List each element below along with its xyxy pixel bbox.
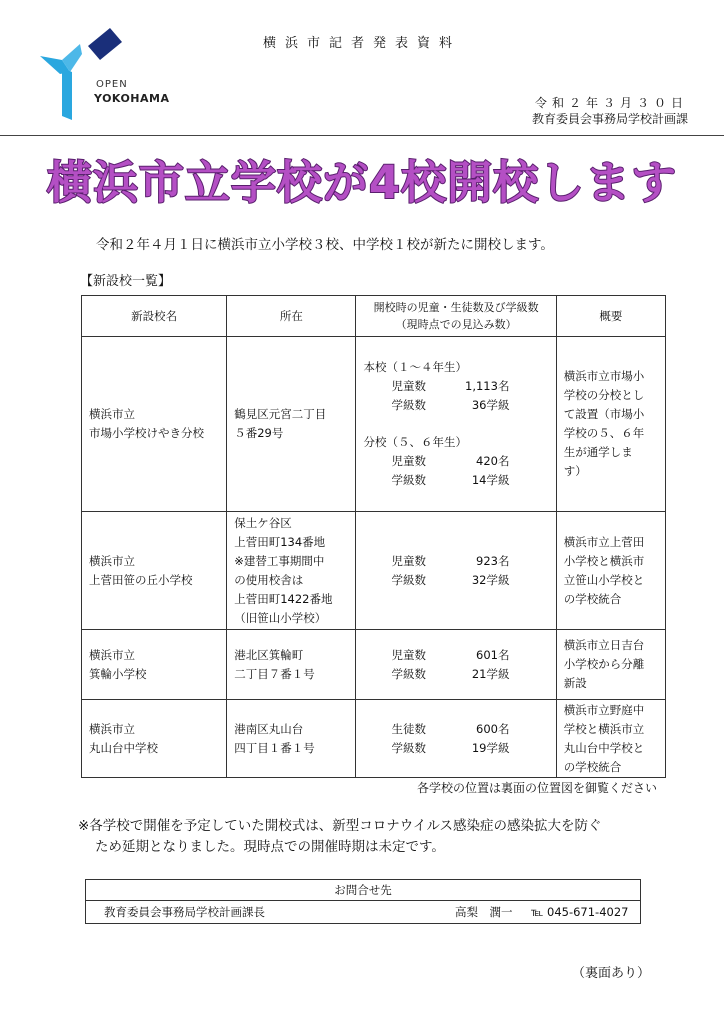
location-line: 港南区丸山台 [234,721,304,736]
logo-stem [62,68,72,120]
main-title: 横浜市立学校が4校開校します [46,156,678,209]
contact-department: 教育委員会事務局学校計画課長 [104,905,265,919]
location-line: 保土ケ谷区 [234,515,292,530]
logo-text-open: OPEN [96,79,128,90]
school-prefix: 横浜市立 [89,721,135,736]
location-line: 上菅田町134番地 [234,534,326,549]
summary-line: 学校の５、６年 [563,426,645,440]
stat-label: 学級数 [391,666,426,681]
stat-value: 923名 [476,553,510,568]
stat-label: 学級数 [391,473,426,487]
location-line: ５番29号 [234,426,284,440]
table-header-row [82,296,666,337]
location-note: 各学校の位置は裏面の位置図を御覧ください [416,781,657,795]
branch-campus-label: 分校（５、６年生） [363,435,467,449]
new-schools-table [81,295,666,778]
stat-line [363,396,548,415]
school-prefix: 横浜市立 [89,647,135,662]
stats-cell [356,512,556,630]
summary-line: 横浜市立市場小 [563,369,645,383]
table-row [82,630,666,700]
school-name: 市場小学校けやき分校 [89,426,204,440]
header-stats [356,296,556,337]
stat-value: 601名 [476,647,510,662]
location-line: 四丁目１番１号 [234,740,315,755]
summary-line: す） [563,464,587,478]
main-title-wrapper [0,146,724,218]
summary-line: 横浜市立上菅田 [563,534,645,549]
school-prefix: 横浜市立 [89,407,135,421]
stat-line [363,452,548,471]
school-name-cell [82,630,227,700]
stat-value: 420名 [476,454,510,468]
header-stats-line1: 開校時の児童・生徒数及び学級数 [373,301,539,314]
summary-line: 横浜市立野庭中 [563,702,645,717]
stat-value: 1,113名 [465,379,510,393]
header-divider [0,135,724,136]
table-row [82,337,666,512]
table-row [82,700,666,778]
stat-label: 児童数 [391,553,426,568]
school-name-cell [82,512,227,630]
summary-line: 横浜市立日吉台 [563,638,645,652]
header-summary: 概要 [556,296,665,337]
location-cell [227,700,356,778]
school-name-cell [82,700,227,778]
stat-label: 生徒数 [391,721,426,736]
location-line: 鶴見区元宮二丁目 [234,407,327,421]
summary-line: 小学校と横浜市 [563,553,645,568]
location-cell [227,512,356,630]
summary-line: 学校と横浜市立 [563,721,645,736]
stat-line [363,471,548,490]
summary-cell [556,512,665,630]
stat-label: 児童数 [391,647,426,662]
stat-line [363,571,548,590]
location-line: の使用校舎は [234,572,304,587]
stat-value: 36学級 [471,398,510,412]
contact-box [85,879,641,924]
summary-line: て設置（市場小 [563,407,645,421]
stat-value: 19学級 [471,740,510,755]
list-label: 【新設校一覧】 [80,274,172,289]
stats-cell [356,630,556,700]
contact-name: 高梨 潤一 [455,905,513,919]
location-line: ※建替工事期間中 [234,553,325,568]
school-name: 上菅田笹の丘小学校 [89,572,193,587]
stat-value: 21学級 [471,666,510,681]
summary-cell [556,337,665,512]
school-name-cell [82,337,227,512]
notice-line: ため延期となりました。現時点での開催時期は未定です。 [95,839,445,855]
summary-line: 新設 [563,676,587,690]
stat-label: 児童数 [391,454,426,468]
stat-label: 児童数 [391,379,426,393]
issuing-department: 教育委員会事務局学校計画課 [531,112,688,126]
notice-line: ※各学校で開催を予定していた開校式は、新型コロナウイルス感染症の感染拡大を防ぐ [78,818,602,834]
ceremony-notice [78,816,678,858]
location-line: （旧笹山小学校） [234,610,327,625]
main-campus-label: 本校（１～４年生） [363,360,467,374]
intro-text: 令和２年４月１日に横浜市立小学校３校、中学校１校が新たに開校します。 [96,237,554,253]
stat-label: 学級数 [391,572,426,587]
school-name: 箕輪小学校 [89,666,147,681]
summary-line: 学校の分校とし [563,388,645,402]
logo-text-yokohama: YOKOHAMA [94,92,170,105]
header-school-name: 新設校名 [82,296,227,337]
location-line: 二丁目７番１号 [234,666,315,681]
location-cell [227,630,356,700]
school-name: 丸山台中学校 [89,740,158,755]
header-stats-line2: （現時点での見込み数） [395,318,517,331]
stat-line [363,665,548,684]
stat-line [363,552,548,571]
summary-cell [556,630,665,700]
stat-value: 600名 [476,721,510,736]
press-release-heading: 横浜市記者発表資料 [262,36,461,51]
contact-heading: お問合せ先 [86,880,640,901]
stats-cell [356,337,556,512]
contact-body [86,901,640,923]
summary-line: の学校統合 [563,759,622,774]
summary-line: 丸山台中学校と [563,740,645,755]
summary-line: 小学校から分離 [563,657,645,671]
summary-cell [556,700,665,778]
stat-line [363,646,548,665]
location-line: 港北区箕輪町 [234,647,304,662]
reverse-side-note: （裏面あり） [571,966,650,981]
header-location: 所在 [227,296,356,337]
location-line: 上菅田町1422番地 [234,591,333,606]
stat-value: 14学級 [471,473,510,487]
spacer [363,415,548,433]
summary-line: の学校統合 [563,591,622,606]
location-cell [227,337,356,512]
release-date: 令和２年３月３０日 [534,96,688,110]
school-prefix: 横浜市立 [89,553,135,568]
table-row [82,512,666,630]
stat-line [363,720,548,739]
stat-value: 32学級 [471,572,510,587]
contact-phone: ℡ 045-671-4027 [531,905,629,919]
stat-label: 学級数 [391,398,426,412]
stat-line [363,377,548,396]
stat-line [363,739,548,758]
stat-label: 学級数 [391,740,426,755]
summary-line: 立笹山小学校と [563,572,645,587]
stats-cell [356,700,556,778]
summary-line: 生が通学しま [563,445,633,459]
